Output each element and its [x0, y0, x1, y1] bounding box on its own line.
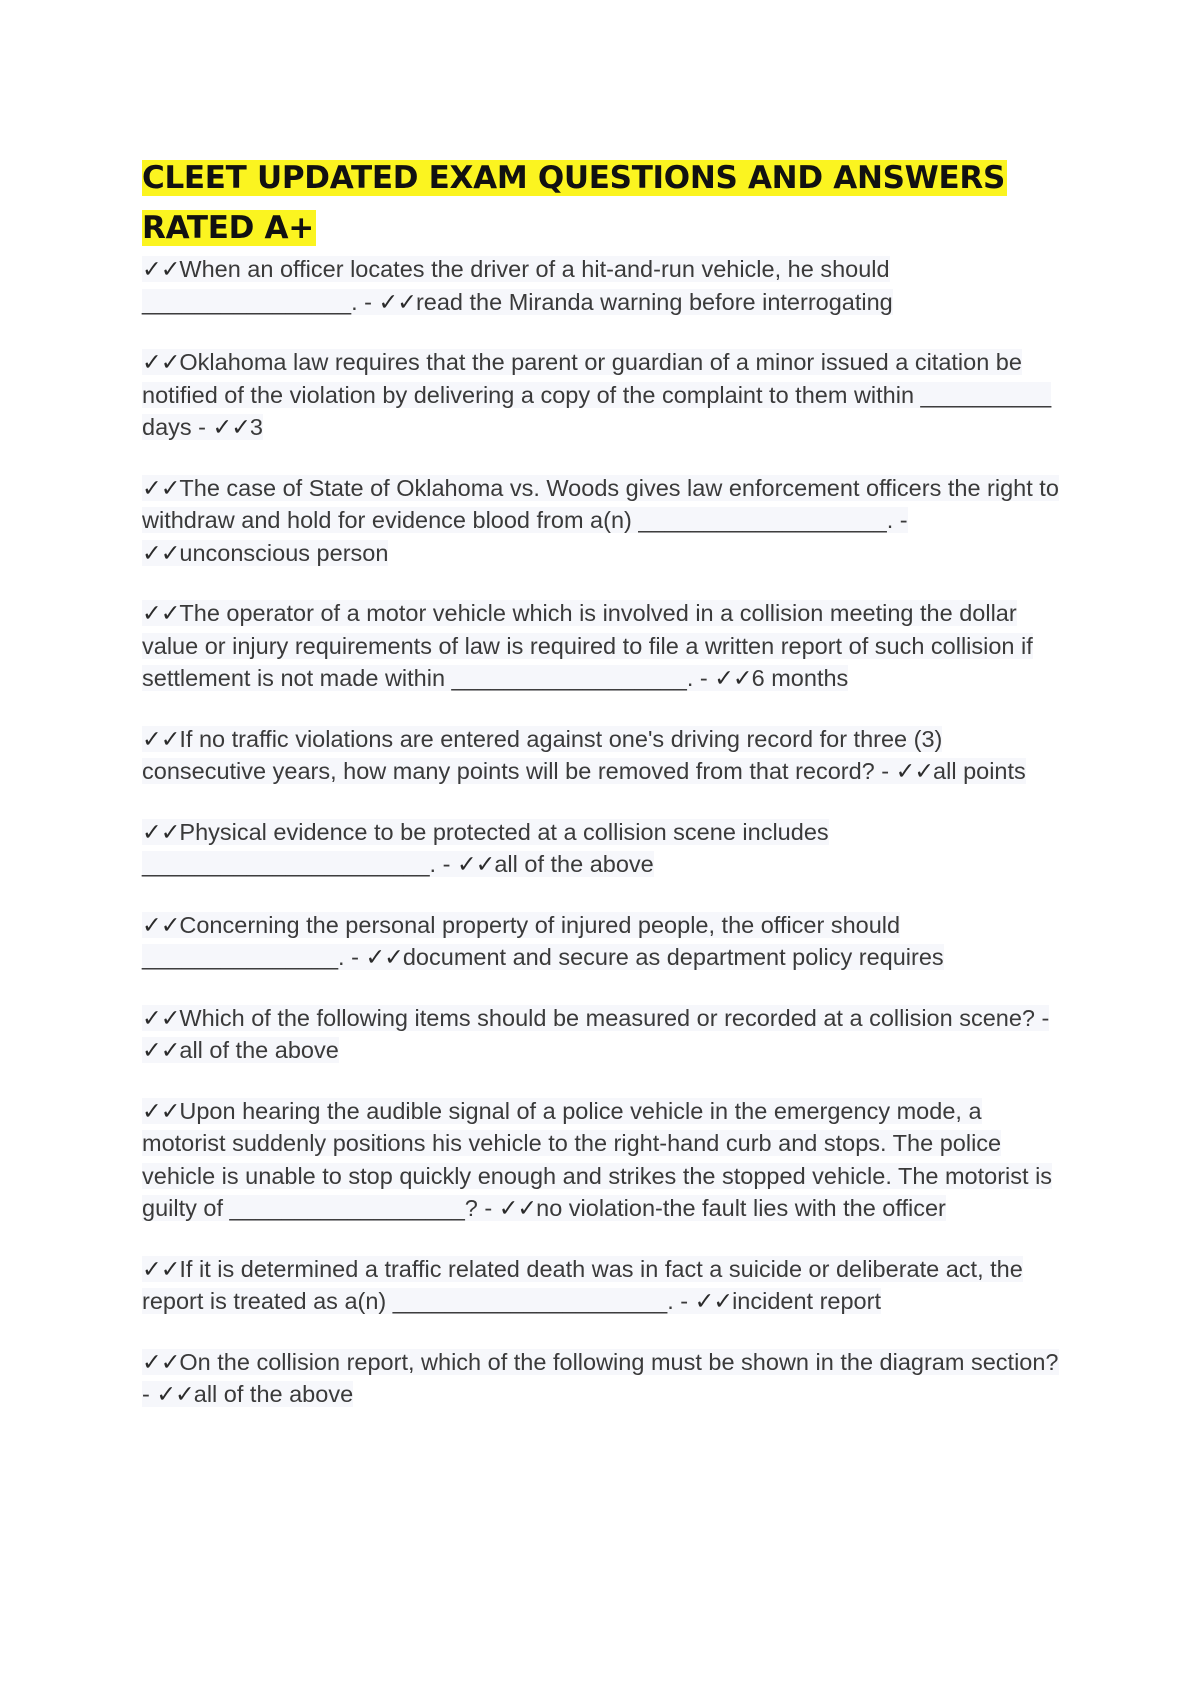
- question-check-mark: ✓✓: [142, 600, 180, 626]
- qa-item-9: [142, 1095, 1062, 1225]
- answer-text: all points: [933, 758, 1026, 784]
- qa-separator: -: [693, 665, 715, 691]
- question-check-mark: ✓✓: [142, 1097, 180, 1124]
- document-title-text: CLEET UPDATED EXAM QUESTIONS AND ANSWERS RATED A+: [142, 160, 1005, 246]
- qa-item-2: [142, 346, 1062, 444]
- qa-separator: -: [344, 944, 366, 970]
- qa-separator: -: [191, 414, 213, 440]
- question-check-mark: ✓✓: [142, 474, 180, 501]
- qa-separator: -: [477, 1195, 499, 1221]
- answer-text: unconscious person: [179, 539, 389, 566]
- qa-item-7: [142, 909, 1062, 974]
- qa-item-4: [142, 597, 1062, 695]
- document-title: [142, 153, 1062, 253]
- qa-item-6: [142, 816, 1062, 881]
- qa-item-11: [142, 1346, 1062, 1411]
- answer-text: all of the above: [494, 851, 654, 877]
- qa-separator: -: [673, 1288, 695, 1314]
- answer-check-mark: ✓✓: [714, 665, 752, 691]
- answer-check-mark: ✓✓: [895, 758, 934, 784]
- qa-separator: -: [893, 507, 908, 533]
- answer-check-mark: ✓✓: [498, 1195, 537, 1221]
- question-text: If it is determined a traffic related death was in fact a suicide or deliberate act, the report is treated as a(n) _____________________.: [142, 1255, 1023, 1314]
- question-check-mark: ✓✓: [142, 725, 180, 752]
- answer-check-mark: ✓✓: [694, 1288, 733, 1314]
- question-check-mark: ✓✓: [142, 911, 180, 938]
- answer-check-mark: ✓✓: [456, 851, 495, 877]
- answer-check-mark: ✓✓: [378, 288, 416, 315]
- answer-text: all of the above: [179, 1037, 339, 1063]
- qa-item-3: [142, 472, 1062, 570]
- answer-text: incident report: [732, 1288, 881, 1314]
- question-text: Which of the following items should be measured or recorded at a collision scene?: [179, 1004, 1035, 1031]
- question-text: Concerning the personal property of injured people, the officer should _______________.: [142, 911, 901, 970]
- answer-check-mark: ✓✓: [365, 944, 403, 970]
- qa-item-1: [142, 253, 1062, 318]
- answer-check-mark: ✓✓: [142, 539, 180, 566]
- question-text: Physical evidence to be protected at a collision scene includes ______________________.: [142, 818, 829, 877]
- question-text: Upon hearing the audible signal of a police vehicle in the emergency mode, a motorist suddenly positions his vehicle to the right-hand curb and stops. The police vehicle is unable to stop quickly enough and strikes the stopped vehicle. The motorist is guilty of __________________?: [142, 1097, 1053, 1221]
- answer-text: all of the above: [193, 1381, 354, 1407]
- question-check-mark: ✓✓: [142, 1004, 180, 1031]
- question-check-mark: ✓✓: [142, 818, 180, 845]
- question-check-mark: ✓✓: [142, 1348, 180, 1375]
- answer-text: 6 months: [751, 665, 849, 691]
- question-text: Oklahoma law requires that the parent or guardian of a minor issued a citation be notified of the violation by delivering a copy of the complaint to them within __________ days: [142, 349, 1052, 440]
- qa-separator: -: [357, 288, 379, 315]
- document-content: [142, 153, 1062, 1439]
- question-text: When an officer locates the driver of a hit-and-run vehicle, he should ________________.: [142, 256, 890, 315]
- answer-check-mark: ✓✓: [212, 414, 250, 440]
- qa-separator: -: [874, 758, 896, 784]
- answer-check-mark: ✓✓: [142, 1037, 180, 1063]
- qa-separator: -: [1034, 1004, 1050, 1031]
- question-check-mark: ✓✓: [142, 1255, 180, 1282]
- qa-separator: -: [436, 851, 457, 877]
- answer-text: 3: [249, 414, 263, 440]
- qa-item-5: [142, 723, 1062, 788]
- question-text: If no traffic violations are entered against one's driving record for three (3) consecutive years, how many points will be removed from that record?: [142, 725, 943, 784]
- answer-text: read the Miranda warning before interrogating: [415, 288, 893, 315]
- qa-item-8: [142, 1002, 1062, 1067]
- question-check-mark: ✓✓: [142, 349, 180, 375]
- question-text: The case of State of Oklahoma vs. Woods gives law enforcement officers the right to withdraw and hold for evidence blood from a(n) ___________________.: [142, 474, 1059, 533]
- qa-list: [142, 253, 1062, 1411]
- question-text: The operator of a motor vehicle which is involved in a collision meeting the dollar value or injury requirements of law is required to file a written report of such collision if settlement is not made within __________________.: [142, 600, 1033, 691]
- answer-text: document and secure as department policy requires: [402, 944, 944, 970]
- qa-separator: -: [142, 1381, 157, 1407]
- question-check-mark: ✓✓: [142, 256, 180, 282]
- question-text: On the collision report, which of the following must be shown in the diagram section?: [179, 1348, 1059, 1375]
- answer-check-mark: ✓✓: [156, 1381, 194, 1407]
- qa-item-10: [142, 1253, 1062, 1318]
- answer-text: no violation-the fault lies with the officer: [536, 1195, 946, 1221]
